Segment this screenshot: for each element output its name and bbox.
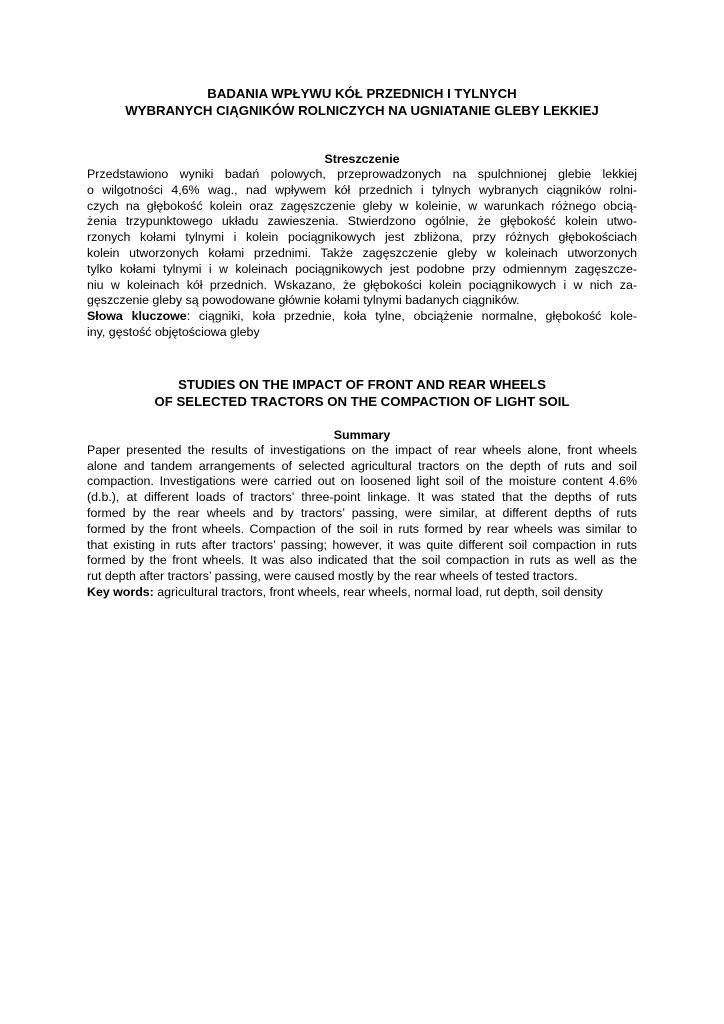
summary-line: Paper presented the results of investigations on the impact of rear wheels alone, front wheels xyxy=(87,442,637,457)
english-title-line: STUDIES ON THE IMPACT OF FRONT AND REAR WHEELS xyxy=(178,376,546,392)
abstract-line: o wilgotności 4,6% wag., nad wpływem kół przednich i tylnych wybranych ciągników rolni- xyxy=(87,182,637,197)
summary-line: alone and tandem arrangements of selected agricultural tractors on the depth of ruts and soil xyxy=(87,458,637,473)
polish-keywords-text: : ciągniki, koła przednie, koła tylne, obciążenie normalne, głębokość kole- xyxy=(186,309,637,324)
english-title-line: OF SELECTED TRACTORS ON THE COMPACTION OF LIGHT SOIL xyxy=(154,393,570,409)
abstract-line: Przedstawiono wyniki badań polowych, przeprowadzonych na spulchnionej glebie lekkiej xyxy=(87,167,637,181)
summary-line: that existing in ruts after tractors’ passing; however, it was quite different soil compaction in ruts xyxy=(87,537,637,552)
polish-abstract-heading: Streszczenie xyxy=(324,152,400,166)
abstract-line: kolein utworzonych kołami przednimi. Także zagęszczenie gleby w koleinach utworzonych xyxy=(87,245,637,260)
summary-line: rut depth after tractors’ passing, were caused mostly by the rear wheels of tested tractors. xyxy=(87,569,578,584)
polish-title xyxy=(87,85,637,119)
summary-line: (d.b.), at different loads of tractors’ three-point linkage. It was stated that the depths of ruts xyxy=(87,490,637,505)
abstract-line: tylko kołami tylnymi i w koleinach pociągnikowych jest podobne przy odmiennym zagęszcze- xyxy=(87,261,637,276)
english-keywords-text: agricultural tractors, front wheels, rear wheels, normal load, rut depth, soil density xyxy=(153,584,603,599)
abstract-line: czych na głębokość kolein oraz zagęszczenie gleby w koleinie, w warunkach różnego obcią- xyxy=(87,198,637,213)
summary-line: formed by the front wheels. It was also indicated that the soil compaction in ruts as well as the xyxy=(87,553,637,568)
summary-line: compaction. Investigations were carried out on loosened light soil of the moisture content 4.6% xyxy=(87,474,637,489)
polish-keywords xyxy=(87,309,637,325)
english-keywords xyxy=(87,585,637,601)
summary-line: formed by the front wheels. Compaction of the soil in ruts formed by rear wheels was similar to xyxy=(87,521,637,536)
abstract-line: rzonych kołami tylnymi i kolein pociągnikowych jest zbliżona, przy różnych głębokościach xyxy=(87,230,637,245)
summary-line: formed by the rear wheels and by tractors’ passing, were similar, at different depths of ruts xyxy=(87,505,637,520)
english-summary xyxy=(87,443,637,601)
polish-keywords-label: Słowa kluczowe xyxy=(87,309,187,324)
english-keywords-label: Key words: xyxy=(87,584,154,599)
polish-title-line: WYBRANYCH CIĄGNIKÓW ROLNICZYCH NA UGNIATANIE GLEBY LEKKIEJ xyxy=(125,103,599,118)
polish-title-line: BADANIA WPŁYWU KÓŁ PRZEDNICH I TYLNYCH xyxy=(207,86,517,101)
abstract-line: żenia trzypunktowego układu zawieszenia. Stwierdzono ogólnie, że głębokość kolein utwo- xyxy=(87,214,637,229)
english-summary-heading: Summary xyxy=(333,427,391,442)
polish-abstract xyxy=(87,167,637,341)
page xyxy=(87,85,637,601)
english-title xyxy=(87,376,637,410)
abstract-line: gęszczenie gleby są powodowane głównie kołami tylnymi badanych ciągników. xyxy=(87,293,520,308)
abstract-line: niu w koleinach kół przednich. Wskazano, że głębokości kolein pociągnikowych i w nich za- xyxy=(87,277,637,292)
polish-keywords-continuation: iny, gęstość objętościowa gleby xyxy=(87,324,260,339)
